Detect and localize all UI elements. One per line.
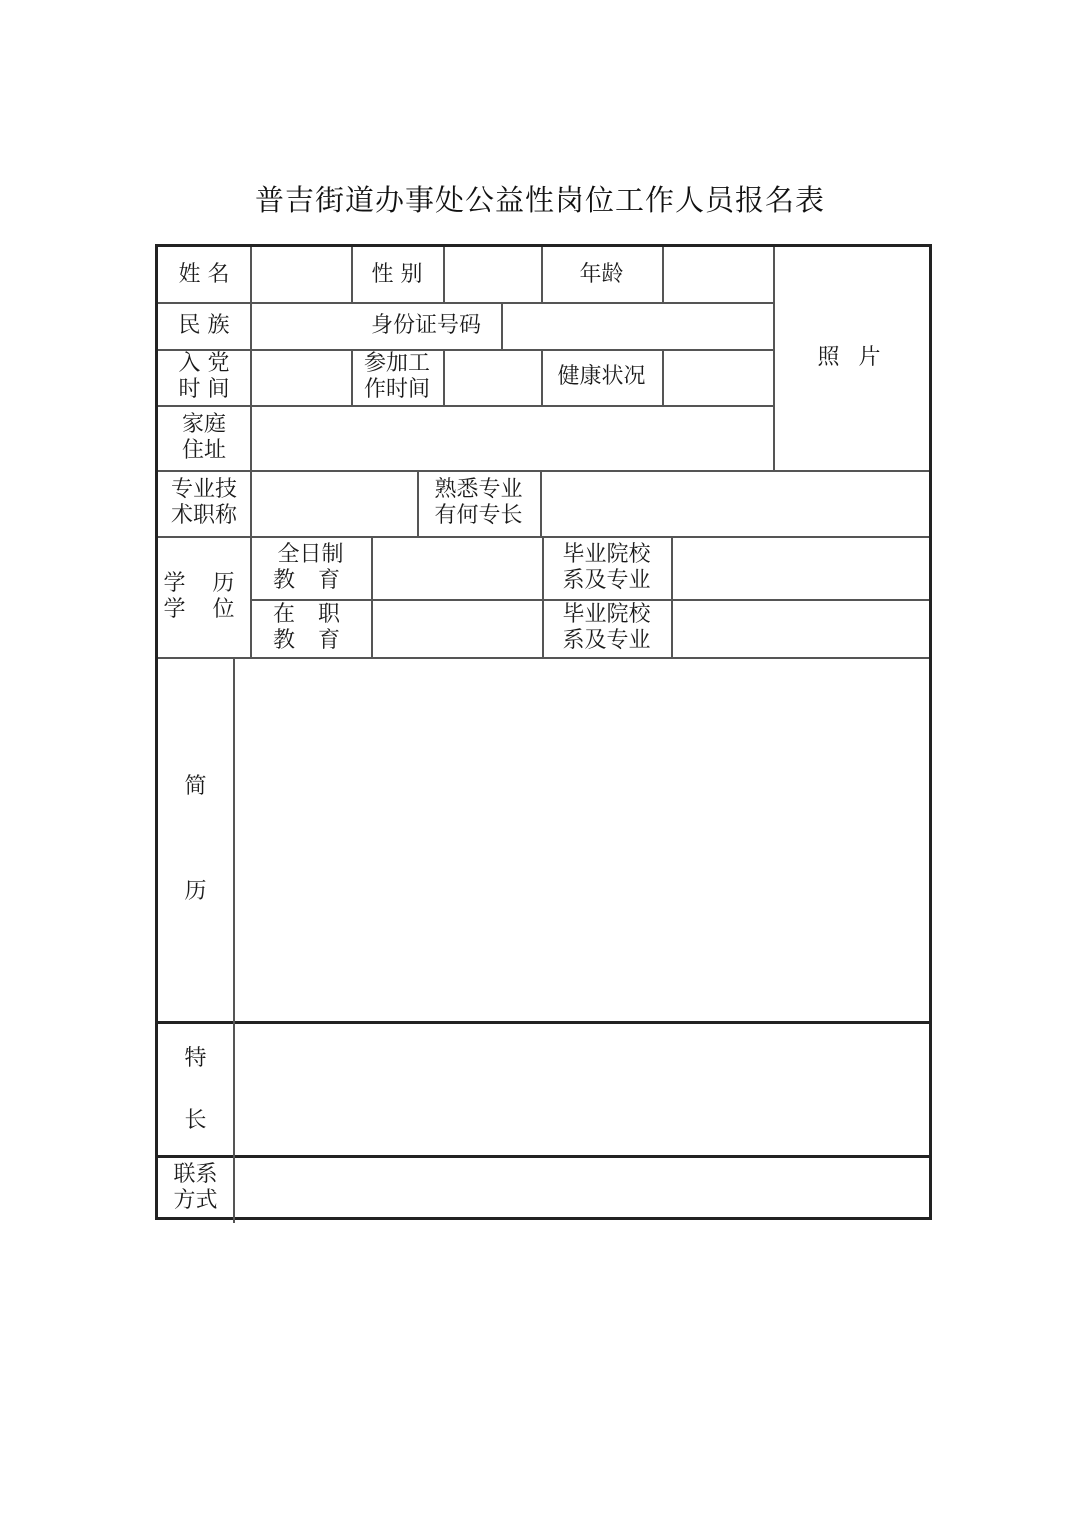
label-text: 照 片 [817,345,887,370]
parttime-school-field[interactable] [673,601,929,657]
label-text: 长 [184,1108,207,1133]
label-parttime-school [542,599,671,657]
id-number-field[interactable] [503,304,773,349]
fulltime-edu-field[interactable] [373,538,542,599]
label-ethnicity [158,302,250,349]
label-text: 民 族 [178,312,230,338]
professional-title-field[interactable] [252,472,417,536]
address-field[interactable] [252,407,773,470]
registration-form-table [155,244,932,1220]
label-text: 作时间 [363,377,430,402]
label-party-date [158,349,250,405]
work-start-field[interactable] [445,351,541,405]
label-text: 联系 [173,1161,218,1187]
label-text: 姓 名 [178,261,230,287]
label-address [158,405,250,470]
health-field[interactable] [664,351,773,405]
resume-field[interactable] [235,659,929,1021]
label-special-2 [158,1101,233,1141]
label-text: 教 育 [273,628,348,653]
label-text: 系及专业 [562,567,651,593]
label-health [541,349,662,405]
label-text: 年龄 [579,261,624,287]
label-gender [351,247,443,302]
contact-field[interactable] [235,1158,929,1217]
label-parttime-edu [250,599,371,657]
label-text: 住址 [181,437,226,463]
parttime-edu-field[interactable] [373,601,542,657]
ethnicity-field[interactable] [252,304,351,349]
age-field[interactable] [664,247,773,302]
label-work-start [351,349,443,405]
label-text: 学 历 [163,570,245,596]
label-text: 入 党 [178,351,230,376]
label-text: 在 职 [273,602,348,627]
label-text: 历 [184,879,207,904]
label-text: 系及专业 [562,628,651,653]
name-field[interactable] [252,247,351,302]
label-specialty [417,470,540,536]
label-text: 学 位 [163,596,245,622]
label-text: 身份证号码 [370,312,481,338]
specialty-field[interactable] [542,472,929,536]
label-text: 熟悉专业 [434,477,523,502]
label-name [158,247,250,302]
party-date-field[interactable] [252,351,351,405]
label-age [541,247,662,302]
label-id-number [351,302,501,349]
label-text: 术职称 [170,503,237,528]
label-text: 简 [184,774,207,799]
label-resume-1 [158,767,233,807]
label-text: 全日制 [277,541,344,567]
form-title: 普吉街道办事处公益性岗位工作人员报名表 [254,183,825,217]
label-text: 专业技 [170,477,237,502]
label-text: 毕业院校 [562,541,651,567]
label-text: 时 间 [178,377,230,402]
photo-box[interactable] [775,247,929,470]
special-skills-field[interactable] [235,1024,929,1155]
label-resume-2 [158,872,233,912]
fulltime-school-field[interactable] [673,538,929,599]
label-contact [158,1158,233,1217]
label-text: 性 别 [371,261,423,287]
label-education [158,536,250,657]
label-text: 毕业院校 [562,602,651,627]
label-text: 特 [184,1046,207,1071]
label-text: 方式 [173,1187,218,1213]
label-fulltime-school [542,536,671,599]
label-special-1 [158,1039,233,1079]
label-text: 教 育 [273,567,348,593]
label-text: 参加工 [363,351,430,376]
label-professional-title [158,470,250,536]
label-text: 有何专长 [434,503,523,528]
label-text: 家庭 [181,411,226,437]
gender-field[interactable] [445,247,541,302]
label-text: 健康状况 [557,364,646,389]
label-fulltime-edu [250,536,371,599]
